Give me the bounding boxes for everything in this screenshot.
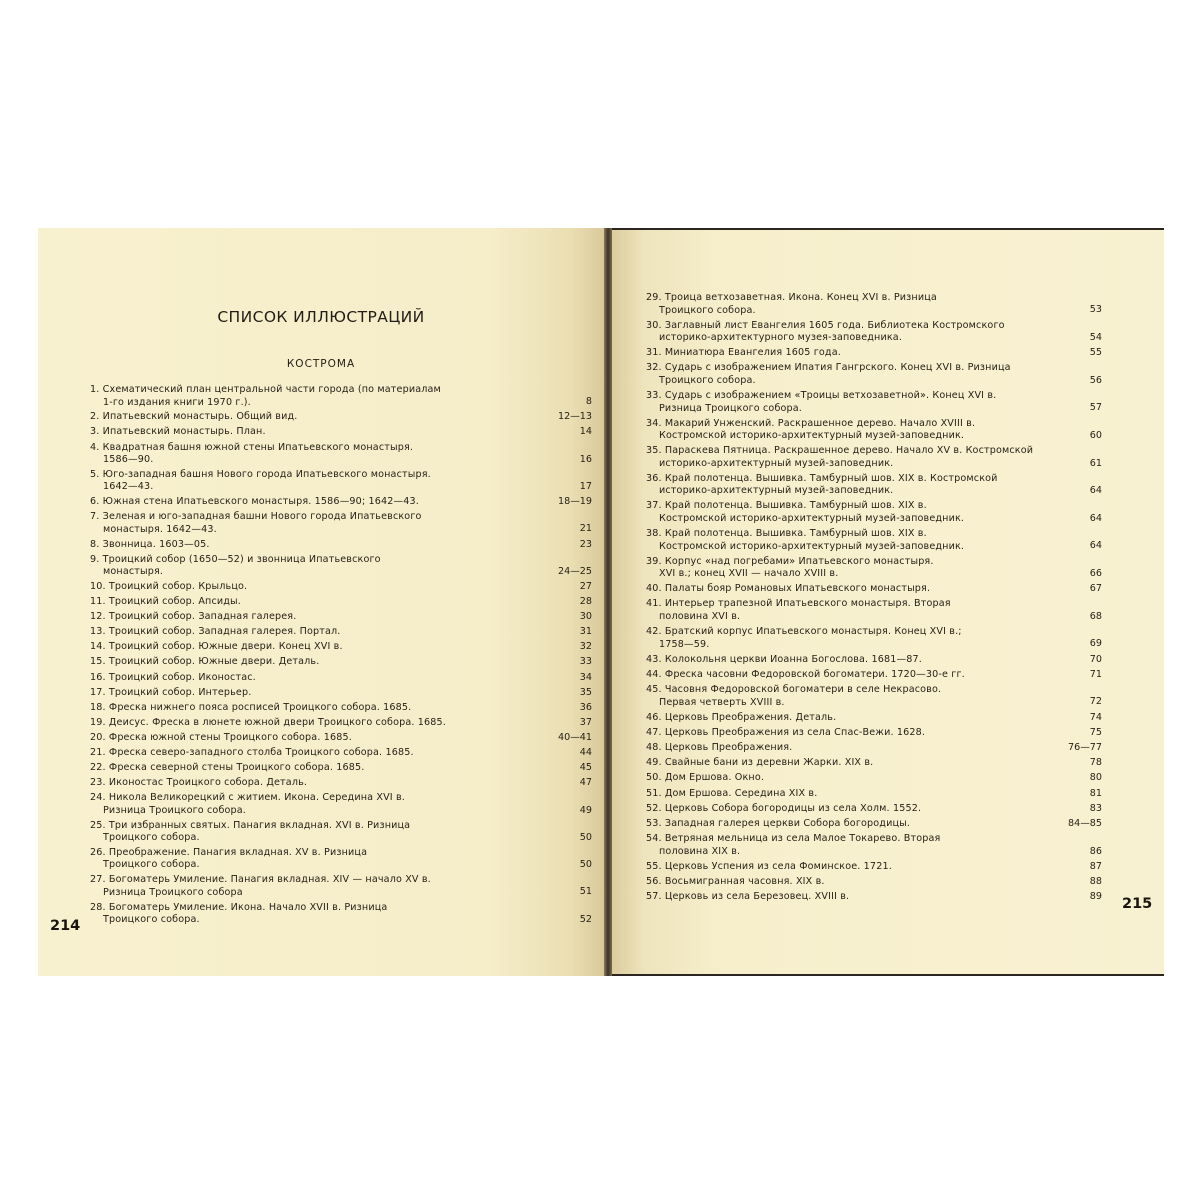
entry-text: Троицкого собора.	[103, 914, 200, 925]
entry-page-number: 16	[579, 453, 592, 465]
list-item	[646, 772, 764, 785]
list-item	[646, 528, 964, 553]
list-item	[90, 511, 422, 536]
entry-text: Троицкого собора.	[103, 832, 200, 844]
entry-text: половина XIX в.	[659, 845, 741, 857]
entry-page-number: 47	[579, 777, 592, 789]
entry-text: 2. Ипатьевский монастырь. Общий вид.	[90, 411, 298, 423]
entry-text: 1586—90.	[103, 454, 154, 465]
entry-page-number: 24—25	[557, 565, 592, 577]
entry-text: монастыря. 1642—43.	[103, 523, 217, 535]
entry-text: Троицкого собора.	[659, 304, 756, 316]
entry-text: 56. Восьмигранная часовня. XIX в.	[646, 876, 825, 887]
entry-page-number: 74	[1089, 711, 1102, 723]
entry-text: 40. Палаты бояр Романовых Ипатьевского монастыря.	[646, 583, 931, 595]
list-item	[646, 654, 922, 667]
entry-text: Костромской историко-архитектурный музей-заповедник.	[659, 540, 965, 552]
entry-page-number: 72	[1089, 696, 1102, 708]
entry-text: 54. Ветряная мельница из села Малое Токарево. Вторая	[646, 833, 941, 845]
entry-text: 48. Церковь Преображения.	[646, 742, 793, 753]
entry-text: XVI в.; конец XVII — начало XVIII в.	[659, 568, 839, 580]
entry-text: 50. Дом Ершова. Окно.	[646, 772, 765, 784]
entry-page-number: 37	[579, 716, 592, 728]
entry-text: 15. Троицкий собор. Южные двери. Деталь.	[90, 656, 320, 668]
entry-page-number: 87	[1089, 860, 1102, 872]
list-item	[646, 891, 849, 904]
list-item	[646, 500, 964, 525]
entry-text: 30. Заглавный лист Евангелия 1605 года. Библиотека Костромского	[646, 319, 1005, 331]
list-item	[646, 598, 951, 623]
list-item	[90, 554, 381, 579]
list-item	[646, 445, 1033, 470]
list-item	[90, 777, 307, 790]
entry-text: 7. Зеленая и юго-западная башни Нового города Ипатьевского	[90, 511, 422, 523]
entry-text: 12. Троицкий собор. Западная галерея.	[90, 611, 297, 623]
list-item	[646, 712, 836, 725]
entry-page-number: 14	[579, 426, 592, 438]
entry-text: Костромской историко-архитектурный музей-заповедник.	[659, 512, 965, 524]
entry-page-number: 30	[579, 611, 592, 623]
list-item	[646, 833, 940, 858]
entry-text: 11. Троицкий собор. Апсиды.	[90, 596, 241, 607]
entry-page-number: 64	[1089, 512, 1102, 524]
entry-page-number: 86	[1089, 845, 1102, 857]
list-item	[90, 656, 319, 669]
entry-text: 57. Церковь из села Березовец. XVIII в.	[646, 891, 850, 903]
entry-page-number: 89	[1089, 891, 1102, 903]
entry-text: историко-архитектурный музей-заповедник.	[659, 457, 894, 469]
book-gutter	[604, 228, 612, 976]
entry-text: Ризница Троицкого собора	[103, 886, 243, 898]
entry-text: 52. Церковь Собора богородицы из села Холм. 1552.	[646, 802, 922, 814]
entry-text: 41. Интерьер трапезной Ипатьевского монастыря. Вторая	[646, 598, 951, 610]
entry-page-number: 35	[579, 686, 592, 698]
entry-page-number: 76—77	[1067, 742, 1102, 753]
entry-text: 53. Западная галерея церкви Собора богородицы.	[646, 818, 911, 829]
entry-text: 26. Преображение. Панагия вкладная. XV в. Ризница	[90, 846, 368, 858]
entry-text: Ризница Троицкого собора.	[103, 804, 246, 816]
entry-text: Троицкого собора.	[659, 374, 756, 386]
entry-page-number: 88	[1089, 876, 1102, 887]
entry-text: Троицкого собора.	[103, 859, 200, 871]
entry-text: 4. Квадратная башня южной стены Ипатьевского монастыря.	[90, 441, 414, 453]
entry-text: 43. Колокольня церкви Иоанна Богослова. 1681—87.	[646, 653, 922, 665]
entry-text: Первая четверть XVIII в.	[659, 696, 785, 708]
entry-text: 17. Троицкий собор. Интерьер.	[90, 686, 252, 698]
entry-page-number: 50	[579, 831, 592, 843]
entry-page-number: 66	[1089, 568, 1102, 579]
entry-page-number: 36	[579, 701, 592, 713]
entry-text: 38. Край полотенца. Вышивка. Тамбурный шов. XIX в.	[646, 528, 927, 539]
entry-page-number: 51	[579, 886, 592, 898]
entry-page-number: 81	[1089, 787, 1102, 799]
entry-text: 22. Фреска северной стены Троицкого собора. 1685.	[90, 762, 365, 774]
entry-page-number: 17	[579, 481, 592, 492]
entry-text: 37. Край полотенца. Вышивка. Тамбурный шов. XIX в.	[646, 500, 927, 512]
list-item	[646, 818, 910, 831]
entry-text: 8. Звонница. 1603—05.	[90, 538, 210, 550]
entry-text: 13. Троицкий собор. Западная галерея. Портал.	[90, 626, 341, 638]
entry-text: 29. Троица ветхозаветная. Икона. Конец XVI в. Ризница	[646, 292, 937, 303]
entry-page-number: 83	[1089, 802, 1102, 814]
entry-text: 6. Южная стена Ипатьевского монастыря. 1586—90; 1642—43.	[90, 496, 419, 508]
list-item	[90, 747, 414, 760]
list-item	[90, 626, 341, 639]
page-title: СПИСОК ИЛЛЮСТРАЦИЙ	[217, 308, 425, 326]
entry-page-number: 49	[579, 804, 592, 816]
entry-page-number: 60	[1089, 430, 1102, 441]
entry-page-number: 64	[1089, 485, 1102, 497]
list-item	[90, 442, 413, 467]
list-item	[90, 496, 419, 509]
list-item	[90, 596, 241, 609]
list-item	[90, 702, 411, 715]
list-item	[646, 347, 841, 360]
list-item	[646, 684, 941, 709]
entry-page-number: 75	[1089, 726, 1102, 738]
list-item	[90, 411, 297, 424]
list-item	[646, 669, 965, 682]
entry-page-number: 64	[1089, 540, 1102, 552]
list-item	[646, 876, 825, 889]
entry-text: 49. Свайные бани из деревни Жарки. XIX в.	[646, 757, 874, 769]
entry-page-number: 80	[1089, 772, 1102, 784]
entry-page-number: 45	[579, 762, 592, 774]
entry-page-number: 44	[579, 747, 592, 758]
list-item	[90, 687, 251, 700]
entry-text: 51. Дом Ершова. Середина XIX в.	[646, 787, 818, 799]
entry-page-number: 78	[1089, 757, 1102, 769]
page-number-right: 215	[1122, 896, 1153, 912]
entry-text: 55. Церковь Успения из села Фоминское. 1721.	[646, 860, 892, 872]
entry-text: 24. Никола Великорецкий с житием. Икона. Середина XVI в.	[90, 792, 405, 804]
list-item	[90, 426, 266, 439]
book-spread	[38, 228, 1164, 976]
list-item	[646, 757, 873, 770]
entry-text: 46. Церковь Преображения. Деталь.	[646, 711, 837, 723]
list-item	[646, 556, 934, 581]
list-item	[90, 874, 431, 899]
list-item	[646, 473, 998, 498]
entry-text: 35. Параскева Пятница. Раскрашенное дерево. Начало XV в. Костромской	[646, 445, 1034, 457]
right-page	[612, 230, 1164, 974]
entry-page-number: 56	[1089, 374, 1102, 386]
entry-text: 1-го издания книги 1970 г.).	[103, 396, 251, 408]
entry-text: 1. Схематический план центральной части города (по материалам	[90, 384, 441, 395]
list-item	[646, 803, 921, 816]
entry-page-number: 57	[1089, 402, 1102, 414]
list-item	[90, 792, 405, 817]
entry-text: Ризница Троицкого собора.	[659, 402, 802, 414]
entry-text: 21. Фреска северо-западного столба Троицкого собора. 1685.	[90, 747, 414, 758]
list-item	[90, 820, 410, 845]
entry-text: 20. Фреска южной стены Троицкого собора. 1685.	[90, 731, 352, 743]
entry-text: 44. Фреска часовни Федоровской богоматери. 1720—30-е гг.	[646, 668, 965, 680]
entry-text: монастыря.	[103, 566, 164, 578]
list-item	[90, 762, 365, 775]
entry-text: 42. Братский корпус Ипатьевского монастыря. Конец XVI в.;	[646, 626, 962, 637]
list-item	[646, 861, 892, 874]
entry-text: 1758—59.	[659, 638, 710, 650]
list-item	[90, 611, 296, 624]
section-heading: КОСТРОМА	[286, 358, 356, 370]
list-item	[646, 742, 792, 755]
list-item	[646, 626, 962, 651]
entry-page-number: 54	[1089, 332, 1102, 343]
entry-text: 25. Три избранных святых. Панагия вкладная. XVI в. Ризница	[90, 819, 411, 831]
entry-page-number: 70	[1089, 653, 1102, 665]
entry-page-number: 61	[1089, 457, 1102, 469]
entry-page-number: 32	[579, 641, 592, 653]
entry-text: половина XVI в.	[659, 610, 741, 622]
entry-page-number: 84—85	[1067, 818, 1102, 829]
entry-text: 3. Ипатьевский монастырь. План.	[90, 426, 266, 438]
entry-text: 47. Церковь Преображения из села Спас-Вежи. 1628.	[646, 726, 926, 738]
entry-text: 39. Корпус «над погребами» Ипатьевского монастыря.	[646, 555, 934, 567]
list-item	[646, 292, 937, 317]
entry-page-number: 53	[1089, 304, 1102, 316]
entry-text: 16. Троицкий собор. Иконостас.	[90, 671, 256, 683]
entry-page-number: 55	[1089, 347, 1102, 359]
entry-text: 9. Троицкий собор (1650—52) и звонница Ипатьевского	[90, 553, 381, 565]
entry-text: 31. Миниатюра Евангелия 1605 года.	[646, 347, 841, 359]
entry-text: 45. Часовня Федоровской богоматери в селе Некрасово.	[646, 684, 942, 695]
entry-page-number: 71	[1089, 668, 1102, 680]
entry-page-number: 8	[585, 396, 592, 408]
entry-text: историко-архитектурного музея-заповедника.	[659, 332, 903, 344]
entry-page-number: 67	[1089, 583, 1102, 595]
entry-page-number: 28	[579, 596, 592, 607]
entry-text: 5. Юго-западная башня Нового города Ипатьевского монастыря.	[90, 468, 431, 480]
entry-text: 32. Сударь с изображением Ипатия Гангрского. Конец XVI в. Ризница	[646, 362, 1011, 374]
list-item	[646, 418, 975, 443]
list-item	[646, 390, 996, 415]
entry-page-number: 52	[579, 913, 592, 925]
entry-text: 14. Троицкий собор. Южные двери. Конец XVI в.	[90, 641, 343, 653]
entry-page-number: 68	[1089, 610, 1102, 622]
entry-page-number: 40—41	[557, 731, 592, 743]
entry-text: 36. Край полотенца. Вышивка. Тамбурный шов. XIX в. Костромской	[646, 472, 998, 484]
entry-text: 33. Сударь с изображением «Троицы ветхозаветной». Конец XVI в.	[646, 390, 997, 401]
entry-page-number: 12—13	[557, 411, 592, 423]
entry-text: 1642—43.	[103, 481, 154, 493]
entry-page-number: 31	[579, 626, 592, 638]
list-item	[646, 583, 930, 596]
entry-page-number: 33	[579, 656, 592, 668]
entry-text: 19. Деисус. Фреска в люнете южной двери Троицкого собора. 1685.	[90, 716, 446, 728]
list-item	[90, 672, 256, 685]
list-item	[646, 320, 1005, 345]
list-item	[90, 469, 431, 494]
entry-text: 28. Богоматерь Умиление. Икона. Начало XVII в. Ризница	[90, 901, 388, 913]
list-item	[646, 788, 817, 801]
list-item	[646, 362, 1011, 387]
page-number-left: 214	[50, 918, 81, 934]
entry-text: 27. Богоматерь Умиление. Панагия вкладная. XIV — начало XV в.	[90, 874, 431, 886]
entry-text: 10. Троицкий собор. Крыльцо.	[90, 580, 248, 592]
entry-text: 23. Иконостас Троицкого собора. Деталь.	[90, 777, 308, 789]
left-page	[38, 228, 604, 976]
list-item	[90, 581, 247, 594]
list-item	[90, 902, 387, 927]
list-item	[90, 539, 210, 552]
list-item	[90, 847, 367, 872]
entry-page-number: 23	[579, 538, 592, 550]
entry-page-number: 69	[1089, 638, 1102, 650]
entry-text: 34. Макарий Унженский. Раскрашенное дерево. Начало XVIII в.	[646, 417, 976, 429]
entry-text: 18. Фреска нижнего пояса росписей Троицкого собора. 1685.	[90, 701, 412, 713]
entry-text: Костромской историко-архитектурный музей-заповедник.	[659, 430, 965, 442]
entry-text: историко-архитектурный музей-заповедник.	[659, 485, 894, 497]
entry-page-number: 27	[579, 580, 592, 592]
list-item	[646, 727, 925, 740]
list-item	[90, 732, 352, 745]
entry-page-number: 50	[579, 859, 592, 871]
list-item	[90, 717, 446, 730]
entry-page-number: 21	[579, 523, 592, 535]
entry-page-number: 18—19	[557, 496, 592, 508]
list-item	[90, 641, 343, 654]
entry-page-number: 34	[579, 671, 592, 683]
list-item	[90, 384, 441, 409]
